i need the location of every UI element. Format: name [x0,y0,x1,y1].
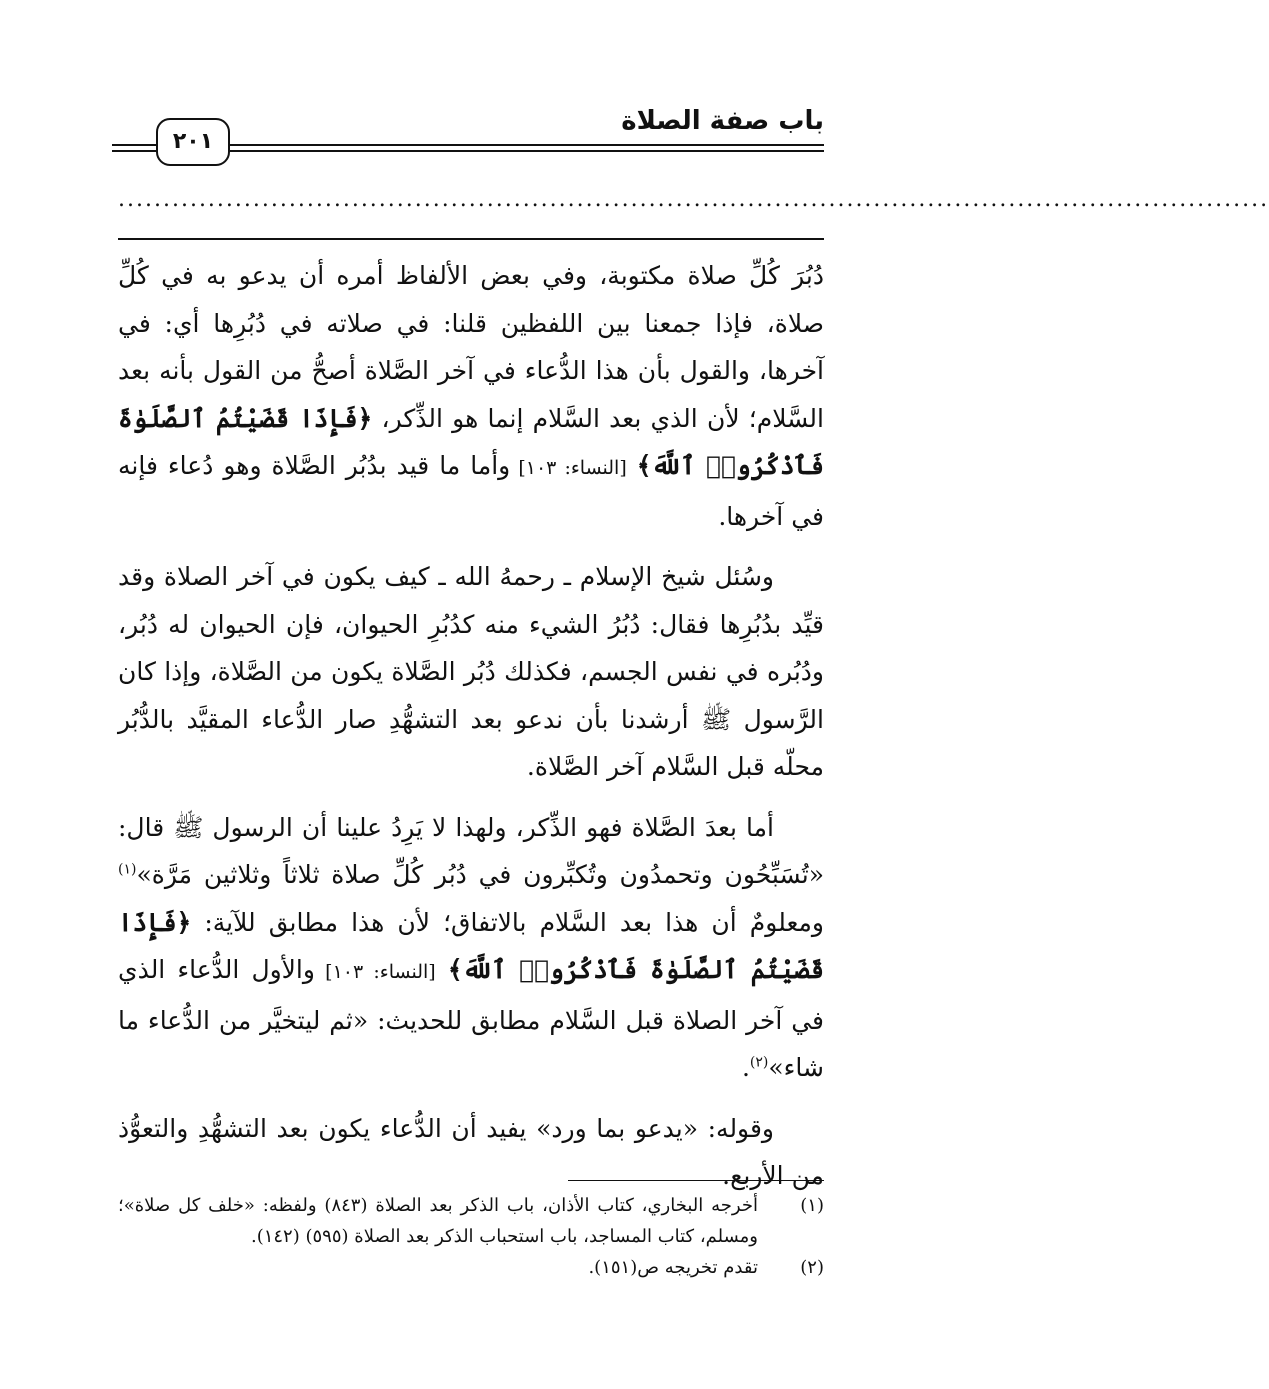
paragraph-text: وسُئل شيخ الإسلام ـ رحمهُ الله ـ كيف يكون في آخر الصلاة وقد قيِّد بدُبُرِها فقال: دُبُرُ الشيء منه كدُبُرِ الحيوان، فإن الحيوان له دُبُر، ودُبُره في نفس الجسم، فكذلك دُبُر الصَّلاة يكون من الصَّلاة، وإذا كان الرَّسول ﷺ أرشدنا بأن ندعو بعد التشهُّدِ صار الدُّعاء المقيَّد بالدُّبُر محلّه قبل السَّلام آخر الصَّلاة. [118,562,824,781]
footnote-text: أخرجه البخاري، كتاب الأذان، باب الذكر بعد الصلاة (٨٤٣) ولفظه: «خلف كل صلاة»؛ ومسلم، كتاب المساجد، باب استحباب الذكر بعد الصلاة (٥٩٥) (١٤٢). [118,1195,758,1247]
footnote-2 [118,1252,824,1283]
footnote-rule [568,1180,824,1181]
quran-verse: ﴿فَإِذَا قَضَيْتُمُ ٱلصَّلَوٰةَ فَٱذْكُرُوا۟ ٱللَّهَ﴾ [118,403,825,480]
paragraph-text: وأما ما قيد بدُبُر الصَّلاة وهو دُعاء فإنه في آخرها. [118,451,824,531]
footnote-marker[interactable]: (١) [118,861,137,878]
footnote-1 [118,1190,824,1252]
paragraph-text: دُبُرَ كُلِّ صلاة مكتوبة، وفي بعض الألفاظ أمره أن يدعو به في كُلِّ صلاة، فإذا جمعنا بين اللفظين قلنا: في صلاته في دُبُرِها أي: في آخرها، والقول بأن هذا الدُّعاء في آخر الصَّلاة أصحُّ من القول بأنه بعد السَّلام؛ لأن الذي بعد السَّلام إنما هو الذِّكر، [118,261,824,433]
dotted-separator: ................................................................................................................................ [118,187,1269,212]
paragraph-text: والأول الدُّعاء الذي في آخر الصلاة قبل السَّلام مطابق للحديث: «ثم ليتخيَّر من الدُّعاء ما شاء» [118,955,824,1082]
body-text [118,252,824,1213]
paragraph-text: وقوله: «يدعو بما ورد» يفيد أن الدُّعاء يكون بعد التشهُّدِ والتعوُّذ من الأربع. [118,1113,824,1190]
verse-reference: [النساء: ١٠٣] [510,457,627,479]
footnote-text: تقدم تخريجه ص(١٥١). [588,1257,758,1278]
paragraph-text: أما بعدَ الصَّلاة فهو الذِّكر، ولهذا لا يَرِدُ علينا أن الرسول ﷺ قال: «تُسَبِّحُون وتحمدُون وتُكبِّرون في دُبُر كُلِّ صلاة ثلاثاً وثلاثين مَرَّة» [118,812,824,889]
paragraph-text: ومعلومٌ أن هذا بعد السَّلام بالاتفاق؛ لأن هذا مطابق للآية: [191,907,824,937]
paragraph-text: . [741,1053,750,1082]
footnote-number: (١) [800,1195,824,1216]
paragraph-3 [118,804,824,1092]
quran-verse: ﴿فَإِذَا قَضَيْتُمُ ٱلصَّلَوٰةَ فَٱذْكُرُوا۟ ٱللَّهَ﴾ [118,907,825,984]
footnotes [118,1190,824,1283]
body-top-rule [118,238,824,240]
page-number: ٢٠١ [156,118,230,166]
verse-reference: [النساء: ١٠٣] [314,961,436,983]
footnote-marker[interactable]: (٢) [749,1054,769,1071]
paragraph-2 [118,553,824,791]
chapter-title: باب صفة الصلاة [621,106,824,136]
paragraph-4 [118,1105,824,1200]
footnote-number: (٢) [800,1257,824,1278]
page-header [112,100,824,170]
paragraph-1 [118,252,824,540]
